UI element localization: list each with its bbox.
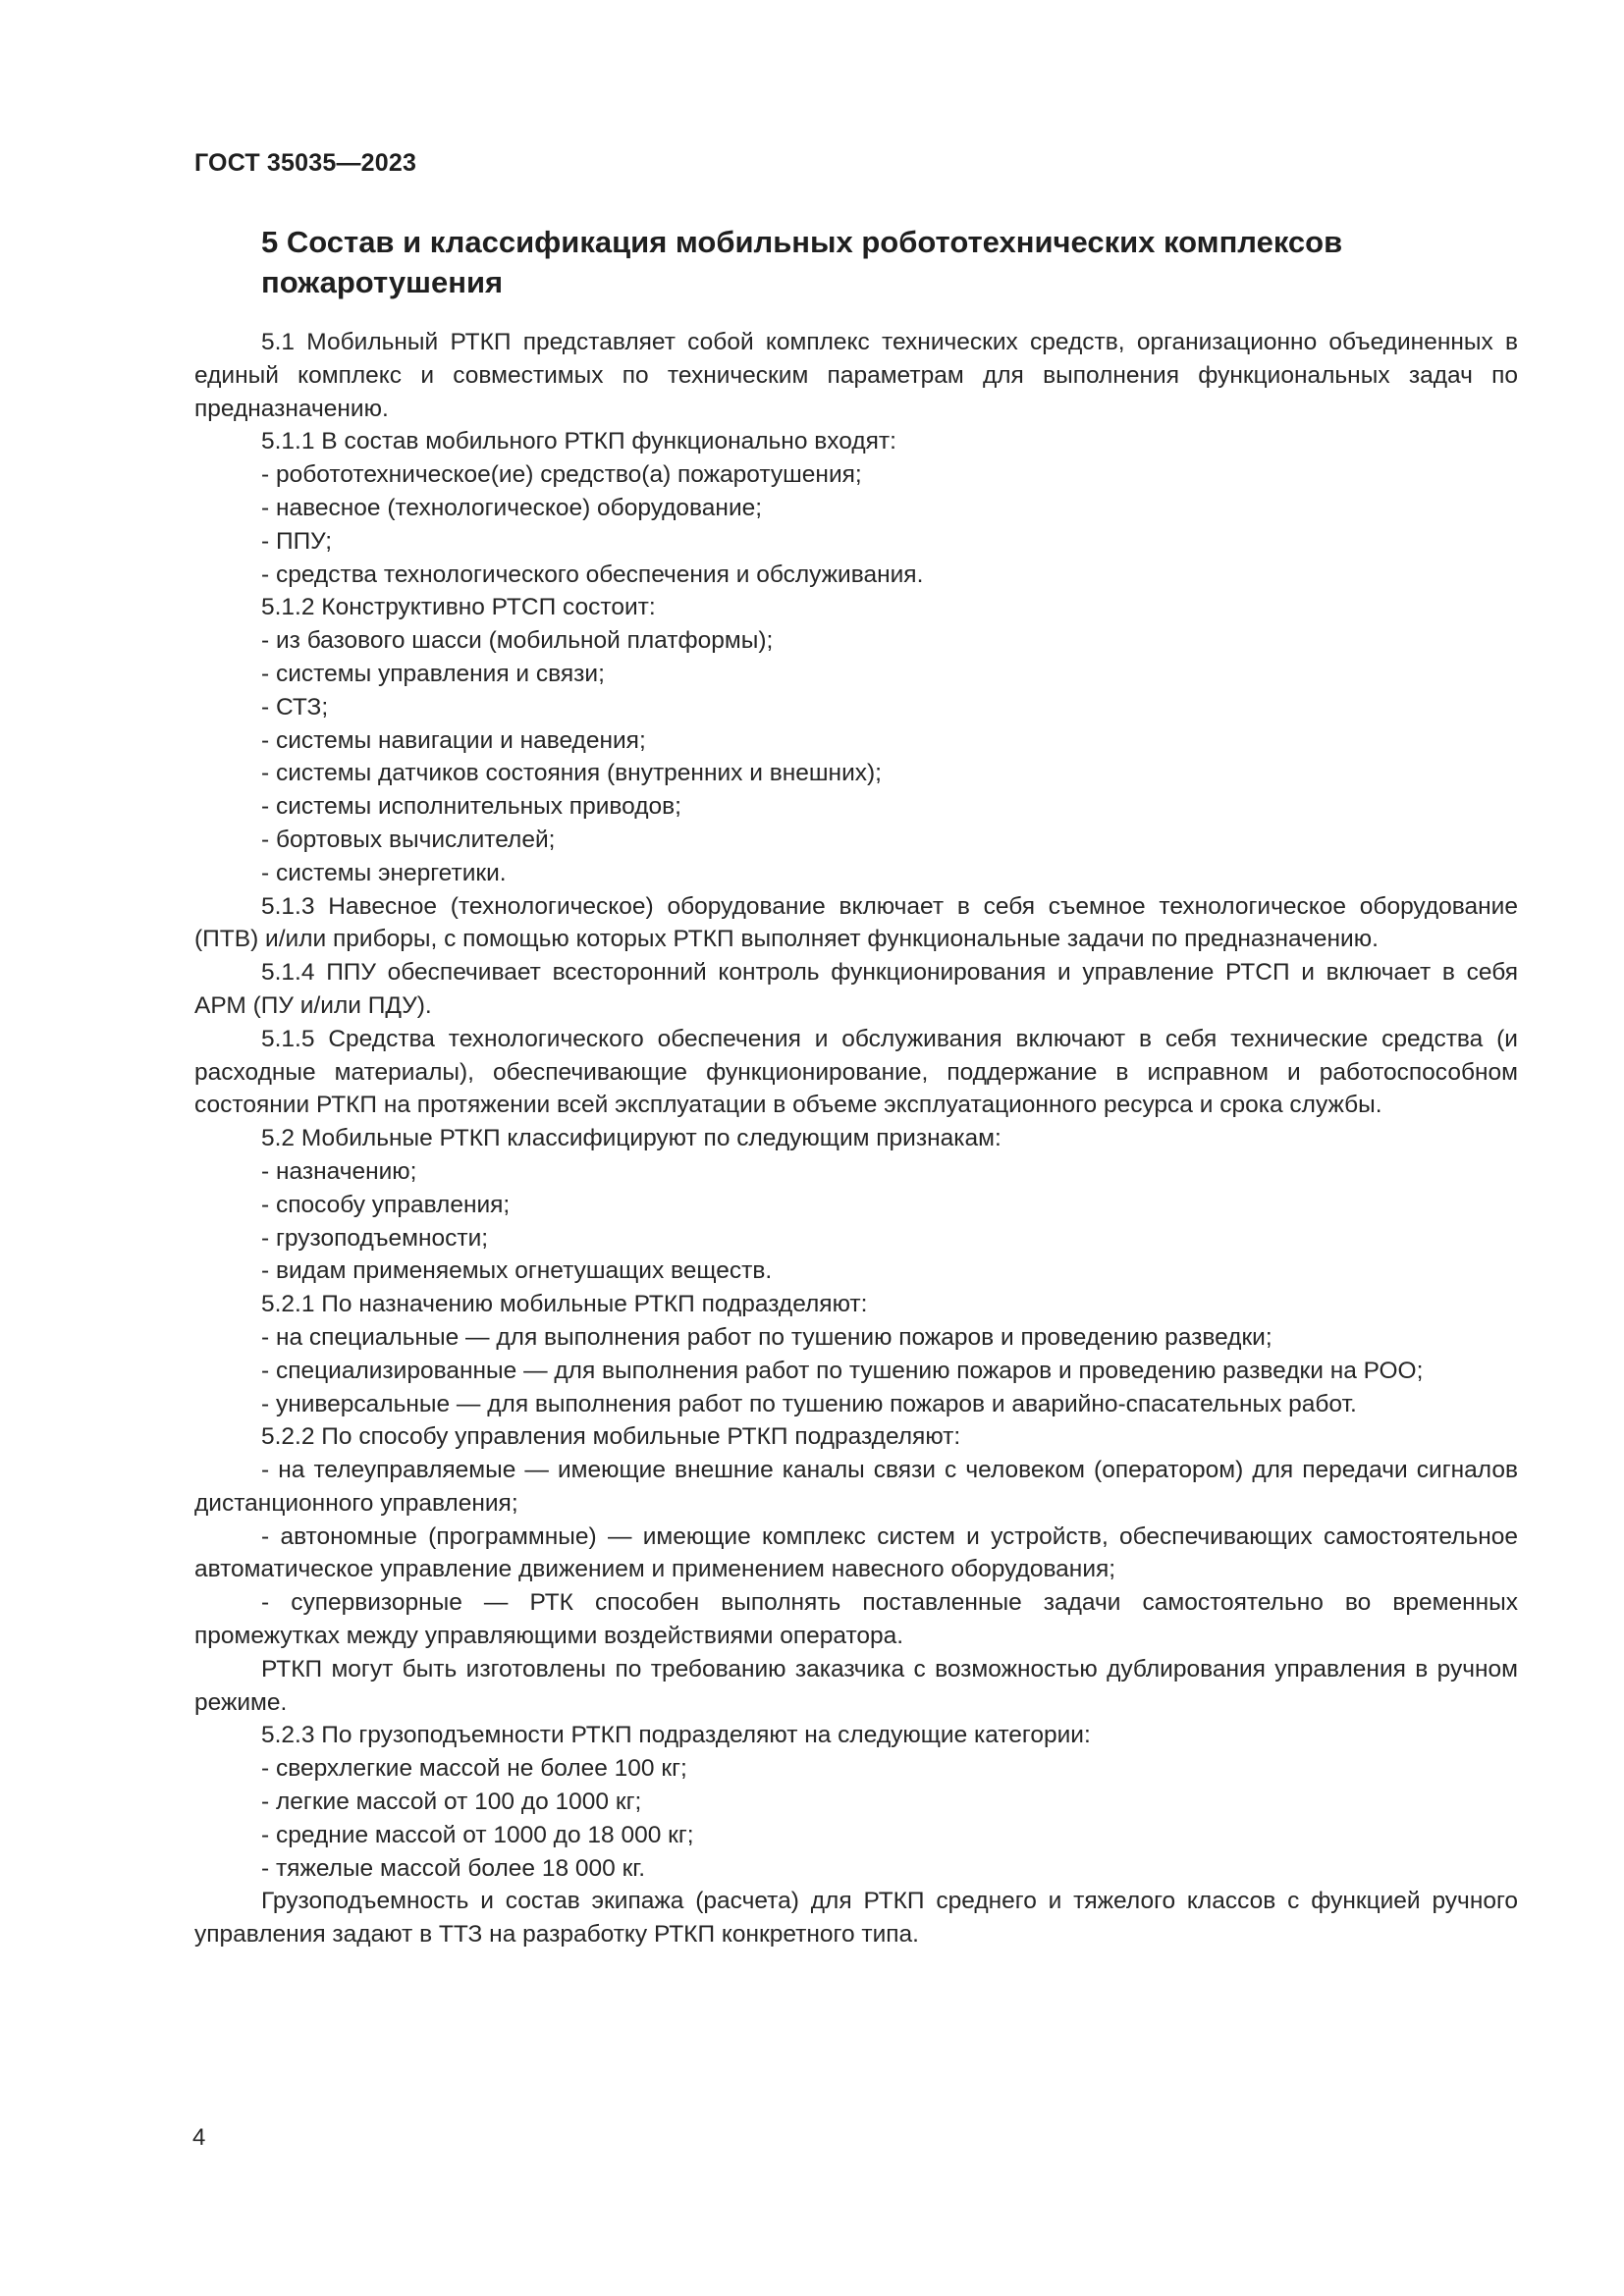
list-item: - системы датчиков состояния (внутренних и внешних); — [261, 760, 882, 787]
list-item: - сверхлегкие массой не более 100 кг; — [261, 1755, 687, 1783]
paragraph: 5.1.2 Конструктивно РТСП состоит: — [261, 594, 656, 621]
paragraph: РТКП могут быть изготовлены по требованию заказчика с возможностью дублирования управления в ручном режиме. — [194, 1655, 1518, 1716]
list-item: - видам применяемых огнетушащих веществ. — [261, 1257, 773, 1285]
list-item: - легкие массой от 100 до 1000 кг; — [261, 1789, 642, 1816]
list-item: - назначению; — [261, 1157, 417, 1185]
list-item: - ППУ; — [261, 527, 333, 555]
list-item: - робототехническое(ие) средство(а) пожаротушения; — [261, 461, 862, 489]
paragraph: 5.2.1 По назначению мобильные РТКП подразделяют: — [261, 1291, 868, 1318]
page-number: 4 — [192, 2124, 206, 2151]
list-item: - средние массой от 1000 до 18 000 кг; — [261, 1821, 694, 1848]
paragraph: 5.2 Мобильные РТКП классифицируют по следующим признакам: — [261, 1125, 1001, 1152]
list-item: - навесное (технологическое) оборудование; — [261, 494, 763, 521]
list-item: - системы управления и связи; — [261, 660, 605, 687]
standard-designation: ГОСТ 35035—2023 — [194, 149, 417, 177]
list-item: - на специальные — для выполнения работ по тушению пожаров и проведению разведки; — [261, 1323, 1272, 1351]
paragraph: 5.1.3 Навесное (технологическое) оборудование включает в себя съемное технологическое оборудование (ПТВ) и/или приборы, с помощью которых РТКП выполняет функциональные задачи по предназначению. — [194, 892, 1518, 953]
list-item: - на телеуправляемые — имеющие внешние каналы связи с человеком (оператором) для передачи сигналов дистанционного управления; — [194, 1457, 1518, 1517]
section-body — [194, 326, 1518, 1951]
section-title: 5 Состав и классификация мобильных робототехнических комплексов пожаротушения — [261, 225, 1343, 299]
paragraph: 5.1.1 В состав мобильного РТКП функционально входят: — [261, 428, 896, 455]
list-item: - системы исполнительных приводов; — [261, 793, 681, 821]
list-item: - средства технологического обеспечения и обслуживания. — [261, 561, 924, 588]
paragraph: 5.2.3 По грузоподъемности РТКП подразделяют на следующие категории: — [261, 1722, 1091, 1749]
list-item: - супервизорные — РТК способен выполнять поставленные задачи самостоятельно во временных промежутках между управляющими воздействиями оператора. — [194, 1589, 1518, 1650]
list-item: - универсальные — для выполнения работ по тушению пожаров и аварийно-спасательных работ. — [261, 1390, 1357, 1417]
paragraph: Грузоподъемность и состав экипажа (расчета) для РТКП среднего и тяжелого классов с функцией ручного управления задают в ТТЗ на разработку РТКП конкретного типа. — [194, 1888, 1518, 1949]
list-item: - грузоподъемности; — [261, 1224, 489, 1252]
list-item: - СТЗ; — [261, 693, 329, 721]
list-item: - системы навигации и наведения; — [261, 726, 646, 754]
paragraph: 5.1 Мобильный РТКП представляет собой комплекс технических средств, организационно объединенных в единый комплекс и совместимых по техническим параметрам для выполнения функциональных задач по предназначению. — [194, 329, 1518, 422]
paragraph: 5.1.5 Средства технологического обеспечения и обслуживания включают в себя технические средства (и расходные материалы), обеспечивающие функционирование, поддержание в исправном и работоспособном состоянии РТКП на протяжении всей эксплуатации в объеме эксплуатационного ресурса и срока службы. — [194, 1025, 1518, 1119]
list-item: - специализированные — для выполнения работ по тушению пожаров и проведению разведки на РОО; — [261, 1357, 1424, 1384]
list-item: - способу управления; — [261, 1191, 511, 1218]
paragraph: 5.2.2 По способу управления мобильные РТКП подразделяют: — [261, 1423, 961, 1451]
list-item: - из базового шасси (мобильной платформы); — [261, 627, 774, 655]
list-item: - автономные (программные) — имеющие комплекс систем и устройств, обеспечивающих самостоятельное автоматическое управление движением и применением навесного оборудования; — [194, 1522, 1518, 1583]
list-item: - тяжелые массой более 18 000 кг. — [261, 1854, 646, 1882]
list-item: - бортовых вычислителей; — [261, 826, 556, 853]
list-item: - системы энергетики. — [261, 859, 507, 886]
paragraph: 5.1.4 ППУ обеспечивает всесторонний контроль функционирования и управление РТСП и включает в себя АРМ (ПУ и/или ПДУ). — [194, 959, 1518, 1019]
